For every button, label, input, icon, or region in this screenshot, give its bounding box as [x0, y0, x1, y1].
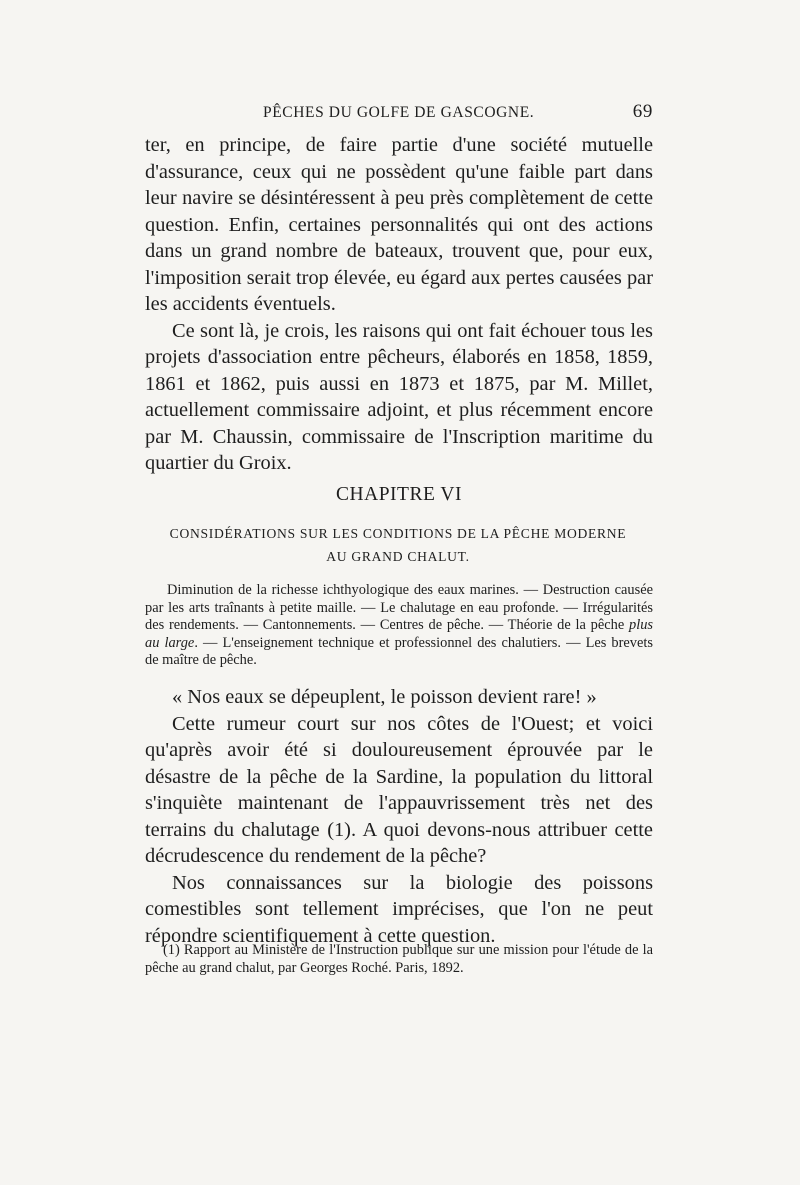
- chapter-subtitle-line: AU GRAND CHALUT.: [326, 549, 470, 564]
- chapter-title: CHAPITRE VI: [336, 484, 462, 505]
- summary-text: . — L'enseignement technique et professionnel des chalutiers. — Les brevets de maître de pêche.: [145, 634, 653, 669]
- chapter-subtitle-line: CONSIDÉRATIONS SUR LES CONDITIONS DE LA PÊCHE MODERNE: [169, 526, 627, 541]
- paragraph: ter, en principe, de faire partie d'une société mutuelle d'assurance, ceux qui ne possèdent qu'une faible part dans leur navire se désintéressent à peu près complètement de cette question. Enfin, certaines personnalités qui ont des actions dans un grand nombre de bateaux, trouvent que, pour eux, l'imposition serait trop élevée, eu égard aux pertes causées par les accidents éventuels.: [145, 134, 653, 315]
- summary-text: Diminution de la richesse ichthyologique des eaux marines. — Destruction causée par les arts traînants à petite maille. — Le chalutage en eau profonde. — Irrégularités des rendements. — Cantonnements. — Centres de pêche. — Théorie de la pêche: [145, 582, 653, 634]
- footnote: (1) Rapport au Ministère de l'Instruction publique sur une mission pour l'étude de la pêche au grand chalut, par Georges Roché. Paris, 1892.: [145, 942, 653, 976]
- paragraph: Ce sont là, je crois, les raisons qui ont fait échouer tous les projets d'association entre pêcheurs, élaborés en 1858, 1859, 1861 et 1862, puis aussi en 1873 et 1875, par M. Millet, actuellement commissaire adjoint, et plus récemment encore par M. Chaussin, commissaire de l'Inscription maritime du quartier du Groix.: [145, 319, 653, 474]
- paragraph: Nos connaissances sur la biologie des poissons comestibles sont tellement imprécises, que l'on ne peut répondre scientifiquement à cette question.: [145, 871, 653, 947]
- summary-italic: plus au large: [145, 617, 653, 651]
- chapter-summary: [145, 582, 653, 670]
- paragraph: Cette rumeur court sur nos côtes de l'Ouest; et voici qu'après avoir été si douloureusement éprouvée par le désastre de la pêche de la Sardine, la population du littoral s'inquiète maintenant de l'appauvrissement très net des terrains du chalutage (1). A quoi devons-nous attribuer cette décrudescence du rendement de la pêche?: [145, 712, 653, 867]
- paragraph: « Nos eaux se dépeuplent, le poisson devient rare! »: [172, 686, 597, 708]
- chapter-subtitle: [138, 522, 658, 568]
- body-text-bottom: [145, 684, 653, 949]
- running-title: PÊCHES DU GOLFE DE GASCOGNE.: [263, 104, 535, 121]
- page-number: 69: [632, 101, 653, 122]
- body-text-top: [145, 132, 653, 477]
